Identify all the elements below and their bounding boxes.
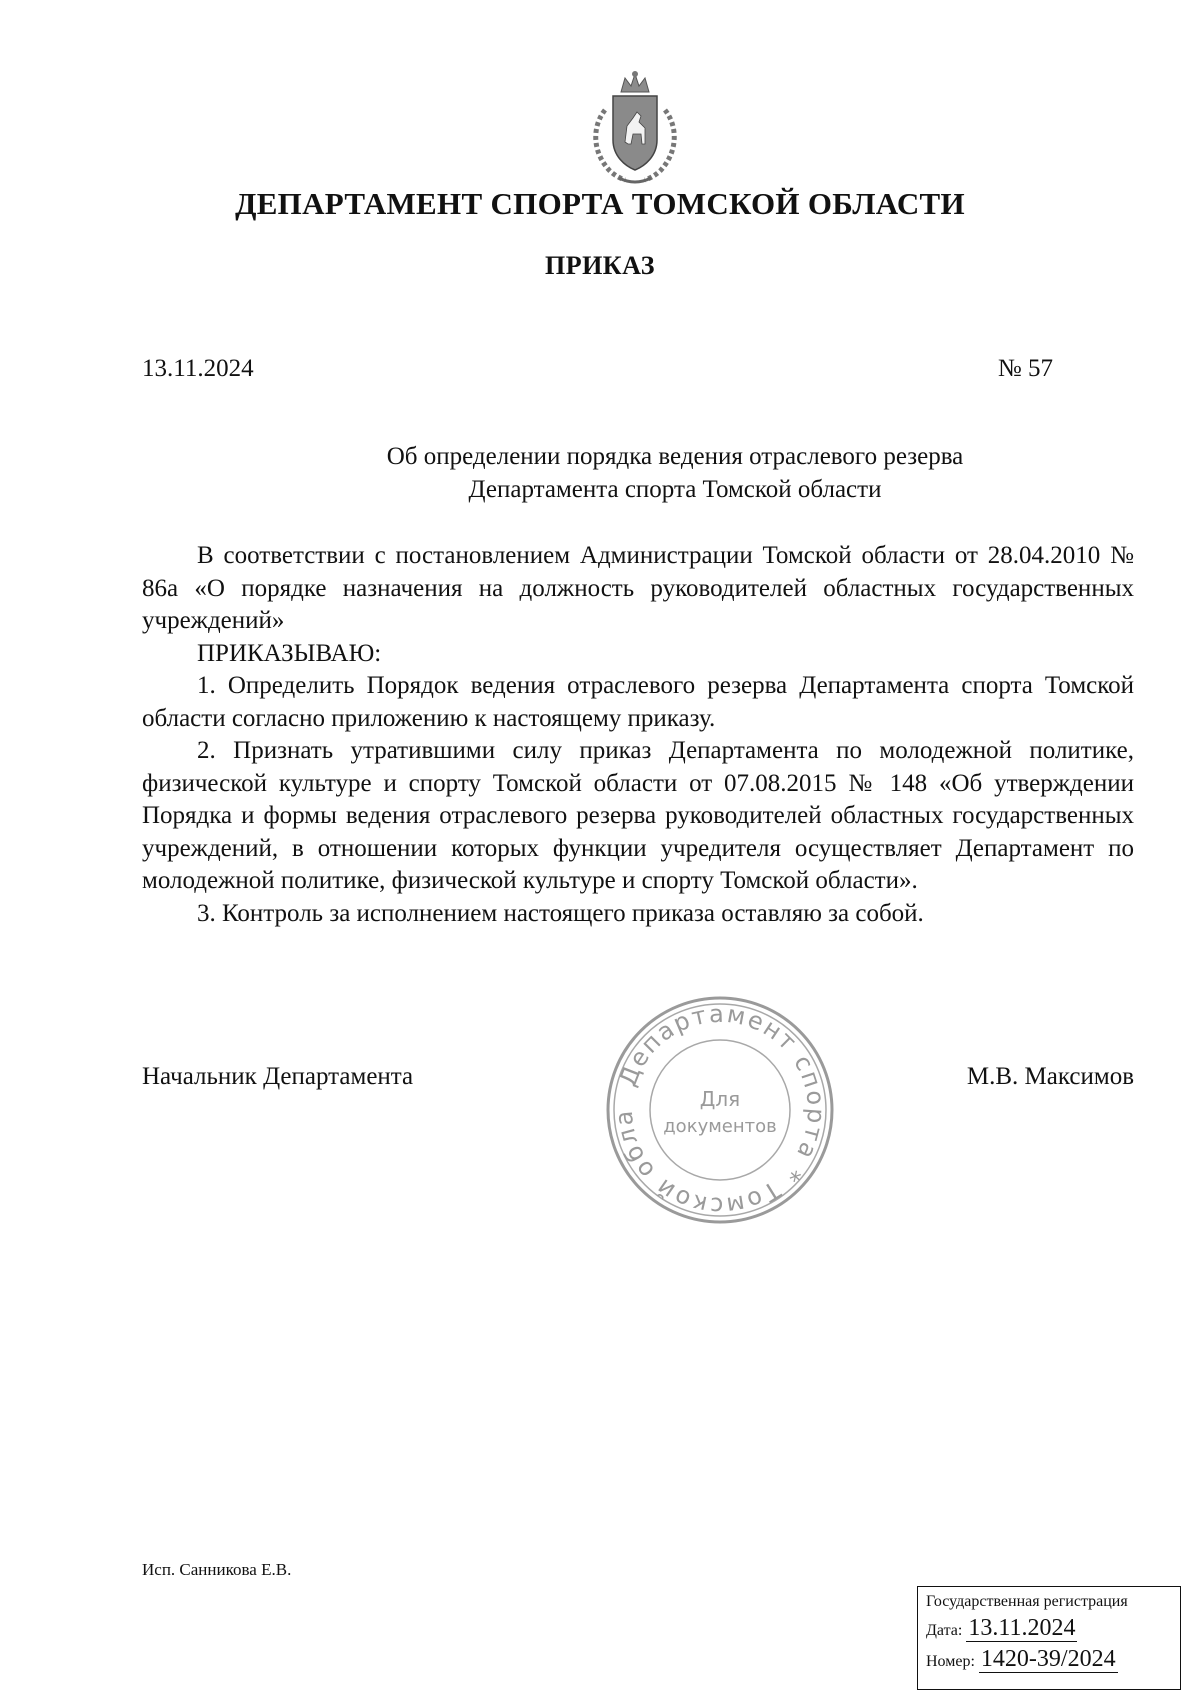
svg-text:Для: Для	[699, 1087, 741, 1111]
svg-text:Департамент спорта * Томской о: Департамент спорта * Томской обла	[609, 999, 831, 1221]
coat-of-arms-icon	[575, 70, 695, 188]
registration-number-line	[926, 1646, 1172, 1673]
subject-line-1: Об определении порядка ведения отраслевого резерва	[386, 443, 964, 470]
body-paragraph-item-2: 2. Признать утратившими силу приказ Департамента по молодежной политике, физической культуре и спорту Томской области от 07.08.2015 № 148 «Об утверждении Порядка и формы ведения отраслевого резерва руководителей областных государственных учреждений, в отношении которых функции учредителя осуществляет Департамент по молодежной политике, физической культуре и спорту Томской области».	[142, 737, 1134, 894]
registration-title: Государственная регистрация	[926, 1593, 1128, 1610]
body-paragraph-order: ПРИКАЗЫВАЮ:	[197, 639, 382, 667]
body-paragraph-preamble: В соответствии с постановлением Администрации Томской области от 28.04.2010 № 86а «О порядке назначения на должность руководителей областных государственных учреждений»	[142, 542, 1134, 634]
document-body	[142, 540, 1134, 930]
body-paragraph-item-3: 3. Контроль за исполнением настоящего приказа оставляю за собой.	[197, 899, 924, 927]
registration-date-line	[926, 1615, 1172, 1642]
registration-date-label: Дата:	[926, 1622, 963, 1639]
document-number: № 57	[997, 355, 1053, 382]
signer-position: Начальник Департамента	[142, 1063, 414, 1090]
signer-name: М.В. Максимов	[966, 1063, 1134, 1090]
body-paragraph-item-1: 1. Определить Порядок ведения отраслевого резерва Департамента спорта Томской области согласно приложению к настоящему приказу.	[142, 672, 1134, 732]
registration-box	[917, 1586, 1181, 1690]
document-subject	[330, 440, 1020, 506]
executor-note: Исп. Санникова Е.В.	[142, 1560, 292, 1579]
official-stamp	[600, 990, 840, 1230]
org-title: ДЕПАРТАМЕНТ СПОРТА ТОМСКОЙ ОБЛАСТИ	[235, 186, 965, 221]
document-date: 13.11.2024	[142, 355, 254, 382]
subject-line-2: Департамента спорта Томской области	[468, 476, 882, 503]
svg-text:документов: документов	[663, 1116, 777, 1137]
registration-date-value: 13.11.2024	[968, 1615, 1076, 1641]
registration-number-value: 1420-39/2024	[980, 1646, 1116, 1672]
doc-type-title: ПРИКАЗ	[544, 251, 656, 280]
registration-number-label: Номер:	[926, 1653, 975, 1670]
